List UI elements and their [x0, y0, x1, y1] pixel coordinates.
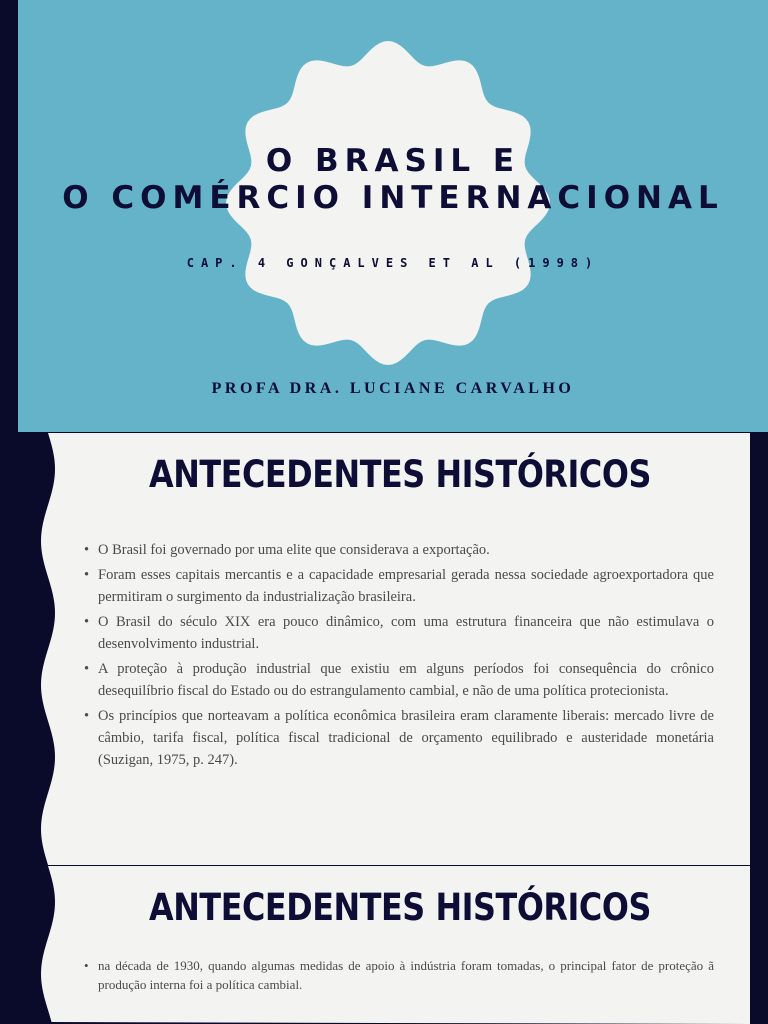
- bullet-icon: •: [84, 567, 90, 583]
- title-line-2: O COMÉRCIO INTERNACIONAL: [62, 180, 724, 216]
- left-accent-bar: [0, 0, 18, 432]
- list-item: • O Brasil foi governado por uma elite que considerava a exportação.: [84, 539, 714, 561]
- list-item: • na década de 1930, quando algumas medidas de apoio à indústria foram tomadas, o principal fator de proteção ã produção interna foi a política cambial.: [84, 958, 714, 992]
- title-slide: [0, 0, 768, 432]
- title-line-1: O BRASIL E: [265, 143, 521, 179]
- list-item: • Os princípios que norteavam a política econômica brasileira eram claramente liberais: mercado livre de câmbio, tarifa fiscal, política fiscal tradicional de orçamento equilibrado e austeridade monetária (Suzigan, 1975, p. 247).: [84, 705, 714, 771]
- list-item: • O Brasil do século XIX era pouco dinâmico, com uma estrutura financeira que não estimulava o desenvolvimento industrial.: [84, 611, 714, 655]
- slide-heading: ANTECEDENTES HISTÓRICOS: [149, 886, 651, 929]
- author-name: PROFA DRA. LUCIANE CARVALHO: [211, 380, 575, 397]
- bullet-list: [84, 956, 714, 994]
- list-item: • Foram esses capitais mercantis e a capacidade empresarial gerada nessa sociedade agroexportadora que permitiram o surgimento da industrialização brasileira.: [84, 564, 714, 608]
- slide-heading: ANTECEDENTES HISTÓRICOS: [149, 453, 651, 496]
- bullet-icon: •: [84, 614, 90, 630]
- content-slide-2: [0, 866, 768, 1024]
- bullet-icon: •: [84, 708, 90, 724]
- presentation-subtitle: CAP. 4 GONÇALVES ET AL (1998): [186, 256, 600, 270]
- bullet-icon: •: [84, 661, 90, 677]
- content-slide-1: [0, 433, 768, 865]
- presentation-title: [18, 143, 768, 217]
- bullet-icon: •: [84, 958, 89, 973]
- bullet-list: [84, 539, 714, 774]
- list-item: • A proteção à produção industrial que existiu em alguns períodos foi consequência do crônico desequilíbrio fiscal do Estado ou do estrangulamento cambial, e não de uma política protecionista.: [84, 658, 714, 702]
- bullet-icon: •: [84, 542, 90, 558]
